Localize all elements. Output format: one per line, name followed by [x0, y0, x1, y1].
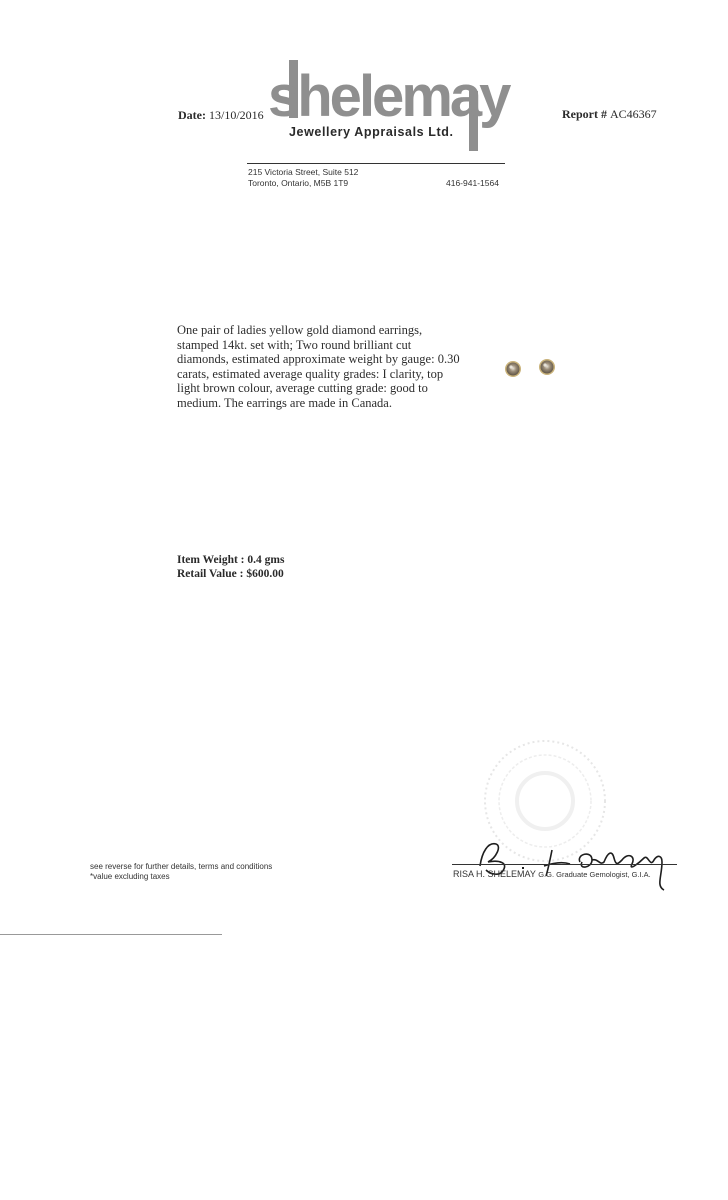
company-address [248, 167, 358, 189]
footnote-line-1: see reverse for further details, terms and conditions [90, 862, 273, 871]
item-values [177, 554, 284, 581]
earring-right-icon [539, 359, 555, 375]
description-line: diamonds, estimated approximate weight by gauge: 0.30 [177, 352, 460, 367]
report-value: AC46367 [610, 107, 657, 121]
signature-line [452, 864, 677, 865]
description-line: stamped 14kt. set with; Two round brilliant cut [177, 337, 412, 352]
earring-left-icon [505, 361, 521, 377]
report-label: Report # [562, 107, 607, 121]
signer-name-text: RISA H. SHELEMAY [453, 869, 536, 879]
retail-value-value: $600.00 [246, 567, 284, 580]
signer-name [453, 869, 651, 879]
date-value: 13/10/2016 [208, 108, 264, 122]
appraisal-date [178, 108, 264, 123]
address-line-2: Toronto, Ontario, M5B 1T9 [248, 178, 349, 188]
description-line: light brown colour, average cutting grade: good to [177, 381, 428, 396]
header-divider [247, 163, 505, 164]
footnote-line-2: *value excluding taxes [90, 872, 170, 881]
retail-value-row [177, 568, 284, 582]
svg-text:shelemay: shelemay [268, 64, 509, 129]
item-weight-value: 0.4 gms [247, 554, 285, 566]
company-logo [262, 58, 512, 158]
address-line-1: 215 Victoria Street, Suite 512 [248, 167, 359, 177]
item-weight-label: Item Weight : [177, 554, 245, 566]
earrings-photo [502, 355, 562, 383]
item-description [177, 323, 469, 411]
description-line: carats, estimated average quality grades: I clarity, top [177, 366, 444, 381]
page-bottom-rule [0, 934, 222, 935]
footnote [90, 862, 272, 882]
description-line: One pair of ladies yellow gold diamond earrings, [177, 323, 423, 337]
item-weight-row [177, 554, 284, 568]
date-label: Date: [178, 108, 206, 122]
report-number [562, 107, 657, 122]
retail-value-label: Retail Value : [177, 567, 244, 580]
signature [452, 832, 682, 892]
signer-credentials: G.G. Graduate Gemologist, G.I.A. [538, 870, 651, 879]
company-name: Jewellery Appraisals Ltd. [289, 125, 454, 139]
company-phone: 416-941-1564 [446, 178, 499, 188]
description-line: medium. The earrings are made in Canada. [177, 395, 392, 410]
